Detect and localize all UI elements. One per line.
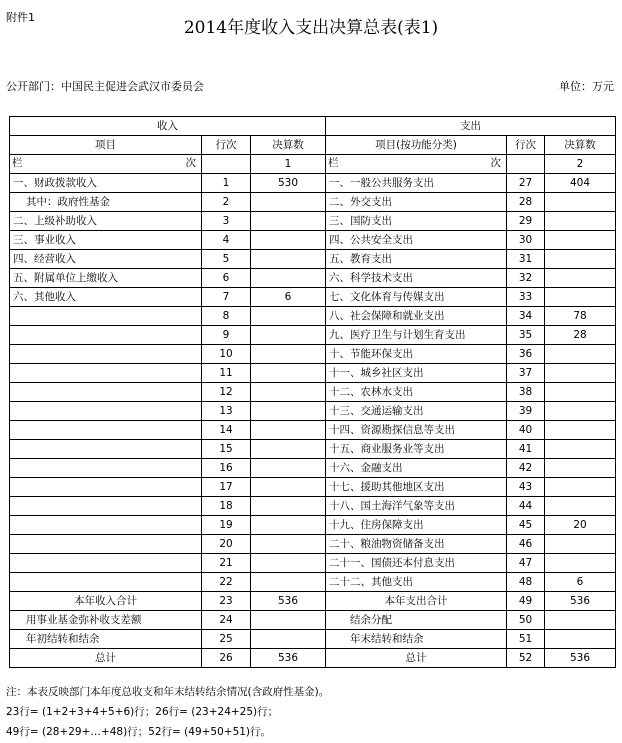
income-item-cell <box>10 459 202 478</box>
expense-item-cell: 二十、粮油物资储备支出 <box>326 535 507 554</box>
expense-item-cell: 四、公共安全支出 <box>326 231 507 250</box>
income-row-no-cell: 22 <box>202 573 251 592</box>
income-item-cell: 五、附属单位上缴收入 <box>10 269 202 288</box>
income-item-cell: 三、事业收入 <box>10 231 202 250</box>
expense-row-no-cell: 28 <box>507 193 545 212</box>
expense-item-cell: 年末结转和结余 <box>326 630 507 649</box>
expense-row-no-cell: 43 <box>507 478 545 497</box>
expense-amount-cell <box>545 193 616 212</box>
table-row <box>10 402 616 421</box>
col-row-header: 行次 <box>202 136 251 155</box>
expense-item-cell: 十四、资源勘探信息等支出 <box>326 421 507 440</box>
col-item-func-header: 项目(按功能分类) <box>326 136 507 155</box>
table-subheader-row <box>10 136 616 155</box>
income-row-no-cell: 24 <box>202 611 251 630</box>
table-row <box>10 345 616 364</box>
income-row-no-cell: 23 <box>202 592 251 611</box>
expense-item-cell: 二十二、其他支出 <box>326 573 507 592</box>
income-amount-cell <box>251 231 326 250</box>
income-item-cell <box>10 440 202 459</box>
income-row-no-cell: 14 <box>202 421 251 440</box>
expense-row-no-cell: 29 <box>507 212 545 231</box>
income-row-no-cell: 3 <box>202 212 251 231</box>
income-item-cell <box>10 326 202 345</box>
col-item-header: 项目 <box>10 136 202 155</box>
table-row <box>10 611 616 630</box>
expense-row-no-cell: 33 <box>507 288 545 307</box>
expense-item-cell: 二、外交支出 <box>326 193 507 212</box>
expense-row-no-cell: 34 <box>507 307 545 326</box>
income-amount-cell <box>251 212 326 231</box>
table-row <box>10 288 616 307</box>
expense-item-cell: 结余分配 <box>326 611 507 630</box>
expense-amount-cell <box>545 402 616 421</box>
expense-item-cell: 六、科学技术支出 <box>326 269 507 288</box>
table-row <box>10 478 616 497</box>
expense-row-no-cell: 48 <box>507 573 545 592</box>
income-amount-cell <box>251 440 326 459</box>
expense-row-no-cell: 45 <box>507 516 545 535</box>
income-item-cell <box>10 421 202 440</box>
note-line: 49行= (28+29+…+48)行；52行= (49+50+51)行。 <box>6 726 272 738</box>
expense-row-no-cell: 50 <box>507 611 545 630</box>
expense-amount-cell <box>545 554 616 573</box>
expense-amount-cell <box>545 421 616 440</box>
note-line: 注：本表反映部门本年度总收支和年末结转结余情况(含政府性基金)。 <box>6 686 330 698</box>
income-item-cell <box>10 383 202 402</box>
income-item-cell: 二、上级补助收入 <box>10 212 202 231</box>
expense-row-no-cell: 35 <box>507 326 545 345</box>
income-amount-cell: 530 <box>251 174 326 193</box>
expense-amount-cell <box>545 440 616 459</box>
department-label: 公开部门：中国民主促进会武汉市委员会 <box>6 80 204 93</box>
income-amount-cell <box>251 630 326 649</box>
expense-row-no-cell: 27 <box>507 174 545 193</box>
income-amount-cell <box>251 573 326 592</box>
income-header: 收入 <box>10 117 326 136</box>
expense-amount-cell: 6 <box>545 573 616 592</box>
expense-row-no-cell: 32 <box>507 269 545 288</box>
income-item-cell <box>10 554 202 573</box>
notes <box>6 682 329 742</box>
attachment-label: 附件1 <box>6 11 35 24</box>
expense-item-cell: 十一、城乡社区支出 <box>326 364 507 383</box>
lan-empty-2 <box>507 155 545 174</box>
table-row <box>10 193 616 212</box>
income-amount-cell <box>251 554 326 573</box>
table-row <box>10 516 616 535</box>
expense-row-no-cell: 37 <box>507 364 545 383</box>
expense-row-no-cell: 42 <box>507 459 545 478</box>
income-amount-cell <box>251 478 326 497</box>
income-row-no-cell: 7 <box>202 288 251 307</box>
income-item-cell <box>10 497 202 516</box>
expense-amount-cell <box>545 630 616 649</box>
budget-table <box>9 116 616 668</box>
income-row-no-cell: 18 <box>202 497 251 516</box>
expense-row-no-cell: 47 <box>507 554 545 573</box>
column-index-row <box>10 155 616 174</box>
table-row <box>10 459 616 478</box>
income-item-cell <box>10 535 202 554</box>
lan-cell-income <box>10 155 202 174</box>
income-amount-cell <box>251 250 326 269</box>
income-row-no-cell: 17 <box>202 478 251 497</box>
income-row-no-cell: 15 <box>202 440 251 459</box>
income-amount-cell: 6 <box>251 288 326 307</box>
expense-header: 支出 <box>326 117 616 136</box>
lan-left-label-2: 栏 <box>328 157 339 169</box>
expense-amount-cell: 536 <box>545 592 616 611</box>
expense-item-cell: 十三、交通运输支出 <box>326 402 507 421</box>
expense-item-cell: 七、文化体育与传媒支出 <box>326 288 507 307</box>
expense-amount-cell <box>545 345 616 364</box>
lan-empty <box>202 155 251 174</box>
table-row <box>10 231 616 250</box>
income-item-cell <box>10 402 202 421</box>
income-amount-cell <box>251 193 326 212</box>
expense-amount-cell: 20 <box>545 516 616 535</box>
expense-row-no-cell: 41 <box>507 440 545 459</box>
table-row <box>10 326 616 345</box>
table-row <box>10 573 616 592</box>
income-amount-cell <box>251 383 326 402</box>
income-row-no-cell: 25 <box>202 630 251 649</box>
income-amount-cell <box>251 402 326 421</box>
income-amount-cell <box>251 497 326 516</box>
expense-amount-cell <box>545 611 616 630</box>
col-row-header-2: 行次 <box>507 136 545 155</box>
table-row <box>10 592 616 611</box>
lan-left-label: 栏 <box>12 157 23 169</box>
expense-item-cell: 总计 <box>326 649 507 668</box>
income-item-cell <box>10 478 202 497</box>
income-amount-cell <box>251 611 326 630</box>
expense-item-cell: 十、节能环保支出 <box>326 345 507 364</box>
table-row <box>10 212 616 231</box>
lan-right-label-2: 次 <box>490 157 502 169</box>
lan-expense-no: 2 <box>545 155 616 174</box>
income-amount-cell <box>251 345 326 364</box>
expense-amount-cell: 536 <box>545 649 616 668</box>
income-row-no-cell: 1 <box>202 174 251 193</box>
income-row-no-cell: 8 <box>202 307 251 326</box>
expense-row-no-cell: 38 <box>507 383 545 402</box>
table-row <box>10 630 616 649</box>
expense-amount-cell <box>545 269 616 288</box>
table-row <box>10 383 616 402</box>
expense-amount-cell: 28 <box>545 326 616 345</box>
expense-amount-cell <box>545 288 616 307</box>
expense-row-no-cell: 51 <box>507 630 545 649</box>
income-amount-cell <box>251 269 326 288</box>
table-header-row <box>10 117 616 136</box>
expense-amount-cell: 404 <box>545 174 616 193</box>
income-item-cell: 用事业基金弥补收支差额 <box>10 611 202 630</box>
income-row-no-cell: 4 <box>202 231 251 250</box>
table-row <box>10 174 616 193</box>
expense-item-cell: 八、社会保障和就业支出 <box>326 307 507 326</box>
page-title: 2014年度收入支出决算总表(表1) <box>183 18 439 38</box>
expense-row-no-cell: 46 <box>507 535 545 554</box>
expense-item-cell: 三、国防支出 <box>326 212 507 231</box>
income-item-cell <box>10 307 202 326</box>
expense-row-no-cell: 52 <box>507 649 545 668</box>
income-row-no-cell: 5 <box>202 250 251 269</box>
income-amount-cell <box>251 516 326 535</box>
income-row-no-cell: 6 <box>202 269 251 288</box>
income-amount-cell <box>251 421 326 440</box>
expense-item-cell: 本年支出合计 <box>326 592 507 611</box>
income-item-cell: 本年收入合计 <box>10 592 202 611</box>
table-row <box>10 497 616 516</box>
table-row <box>10 421 616 440</box>
income-item-cell <box>10 364 202 383</box>
income-item-cell: 一、财政拨款收入 <box>10 174 202 193</box>
expense-amount-cell <box>545 497 616 516</box>
lan-income-no: 1 <box>251 155 326 174</box>
expense-amount-cell <box>545 212 616 231</box>
expense-amount-cell <box>545 478 616 497</box>
income-item-cell: 四、经营收入 <box>10 250 202 269</box>
income-row-no-cell: 9 <box>202 326 251 345</box>
expense-item-cell: 十八、国土海洋气象等支出 <box>326 497 507 516</box>
income-amount-cell <box>251 364 326 383</box>
expense-amount-cell <box>545 535 616 554</box>
expense-amount-cell: 78 <box>545 307 616 326</box>
income-item-cell: 年初结转和结余 <box>10 630 202 649</box>
income-row-no-cell: 16 <box>202 459 251 478</box>
lan-right-label: 次 <box>185 157 196 169</box>
income-row-no-cell: 13 <box>202 402 251 421</box>
income-amount-cell: 536 <box>251 649 326 668</box>
income-amount-cell: 536 <box>251 592 326 611</box>
table-row <box>10 535 616 554</box>
col-amount-header-2: 决算数 <box>545 136 616 155</box>
income-item-cell <box>10 516 202 535</box>
lan-cell-expense <box>326 155 507 174</box>
table-row <box>10 440 616 459</box>
expense-row-no-cell: 44 <box>507 497 545 516</box>
table-row <box>10 554 616 573</box>
income-item-cell: 其中：政府性基金 <box>10 193 202 212</box>
expense-item-cell: 五、教育支出 <box>326 250 507 269</box>
expense-item-cell: 九、医疗卫生与计划生育支出 <box>326 326 507 345</box>
expense-item-cell: 一、一般公共服务支出 <box>326 174 507 193</box>
income-amount-cell <box>251 535 326 554</box>
income-row-no-cell: 11 <box>202 364 251 383</box>
expense-row-no-cell: 36 <box>507 345 545 364</box>
income-row-no-cell: 20 <box>202 535 251 554</box>
income-amount-cell <box>251 326 326 345</box>
expense-item-cell: 十二、农林水支出 <box>326 383 507 402</box>
income-row-no-cell: 2 <box>202 193 251 212</box>
expense-row-no-cell: 40 <box>507 421 545 440</box>
table-row <box>10 649 616 668</box>
income-row-no-cell: 26 <box>202 649 251 668</box>
expense-item-cell: 十六、金融支出 <box>326 459 507 478</box>
table-row <box>10 269 616 288</box>
income-row-no-cell: 21 <box>202 554 251 573</box>
expense-amount-cell <box>545 364 616 383</box>
income-item-cell: 总计 <box>10 649 202 668</box>
expense-row-no-cell: 39 <box>507 402 545 421</box>
expense-row-no-cell: 49 <box>507 592 545 611</box>
expense-amount-cell <box>545 250 616 269</box>
col-amount-header: 决算数 <box>251 136 326 155</box>
income-row-no-cell: 19 <box>202 516 251 535</box>
table-row <box>10 307 616 326</box>
table-row <box>10 250 616 269</box>
income-item-cell: 六、其他收入 <box>10 288 202 307</box>
income-item-cell <box>10 573 202 592</box>
income-item-cell <box>10 345 202 364</box>
expense-amount-cell <box>545 459 616 478</box>
expense-row-no-cell: 30 <box>507 231 545 250</box>
income-row-no-cell: 12 <box>202 383 251 402</box>
expense-row-no-cell: 31 <box>507 250 545 269</box>
expense-amount-cell <box>545 231 616 250</box>
income-amount-cell <box>251 307 326 326</box>
expense-item-cell: 二十一、国债还本付息支出 <box>326 554 507 573</box>
table-row <box>10 364 616 383</box>
expense-item-cell: 十五、商业服务业等支出 <box>326 440 507 459</box>
income-amount-cell <box>251 459 326 478</box>
income-row-no-cell: 10 <box>202 345 251 364</box>
unit-label: 单位：万元 <box>559 80 614 93</box>
note-line: 23行= (1+2+3+4+5+6)行；26行= (23+24+25)行； <box>6 706 279 718</box>
expense-item-cell: 十九、住房保障支出 <box>326 516 507 535</box>
expense-amount-cell <box>545 383 616 402</box>
expense-item-cell: 十七、援助其他地区支出 <box>326 478 507 497</box>
